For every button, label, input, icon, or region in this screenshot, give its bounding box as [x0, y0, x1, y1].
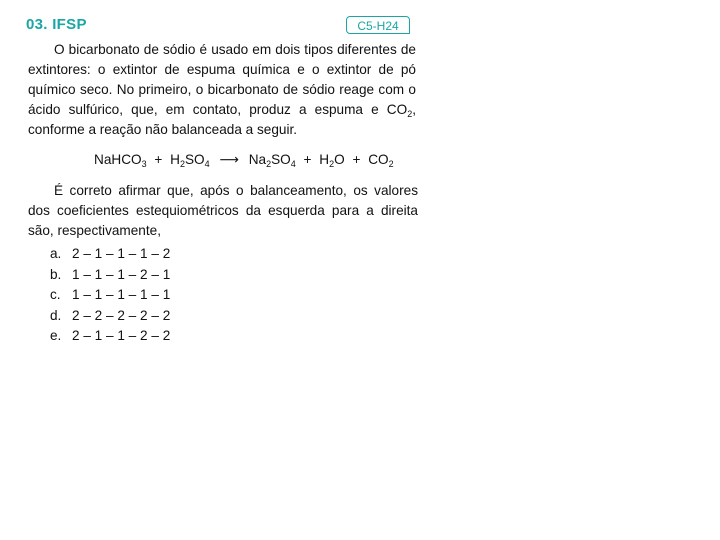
question-prompt — [28, 181, 418, 241]
plus-sign: + — [352, 152, 361, 167]
reactant-nahco3: NaHCO$_3$ — [94, 152, 147, 169]
question-stem — [28, 40, 416, 140]
alternative-letter: e. — [50, 328, 62, 343]
alternative-letter: d. — [50, 307, 62, 323]
reactant-h2so4: $H_2SO_4$ — [170, 152, 210, 169]
alternative-letter: a. — [50, 246, 62, 261]
product-na2so4: $Na_2SO_4$ — [248, 152, 296, 169]
product-h2o: $H_2O$ — [319, 152, 345, 169]
question-text: É correto afirmar que, após o balanceamento, os valores dos coeficientes estequiométricos da esquerda para a direita são, respectivamente, — [28, 183, 418, 238]
alternative-text: 2 – 1 – 1 – 1 – 2 — [72, 246, 171, 261]
alternative-text: 2 – 2 – 2 – 2 – 2 — [72, 307, 171, 323]
alternative-a[interactable] — [50, 244, 170, 265]
alternative-text: 1 – 1 – 1 – 1 – 1 — [72, 287, 171, 302]
stem-text-part1: O bicarbonato de sódio é usado em dois tipos diferentes de extintores: o extintor de espuma química e o extintor de pó químico seco. No primeiro, o bicarbonato de sódio reage com o ácido sulfúrico, que, em contato, produz a espuma e CO — [28, 42, 416, 117]
product-co2: $CO_2$ — [368, 152, 394, 169]
alternative-c[interactable] — [50, 285, 170, 306]
plus-sign: + — [154, 152, 163, 167]
chemical-equation — [94, 150, 394, 170]
stem-text-part2: , conforme a reação não balanceada a seguir. — [28, 102, 416, 137]
stem-co2-subscript: 2 — [407, 109, 413, 119]
alternative-b[interactable] — [50, 265, 170, 286]
plus-sign: + — [303, 152, 312, 167]
alternative-letter: b. — [50, 266, 62, 282]
answer-alternatives — [50, 244, 170, 347]
skill-tag: C5-H24 — [346, 16, 410, 34]
alternative-e[interactable] — [50, 326, 170, 347]
alternative-text: 2 – 1 – 1 – 2 – 2 — [72, 328, 171, 343]
alternative-letter: c. — [50, 287, 61, 302]
alternative-text: 1 – 1 – 1 – 2 – 1 — [72, 266, 171, 282]
alternative-d[interactable] — [50, 306, 170, 327]
question-number: 03. IFSP — [26, 16, 87, 33]
reaction-arrow: ⟶ — [219, 152, 239, 168]
